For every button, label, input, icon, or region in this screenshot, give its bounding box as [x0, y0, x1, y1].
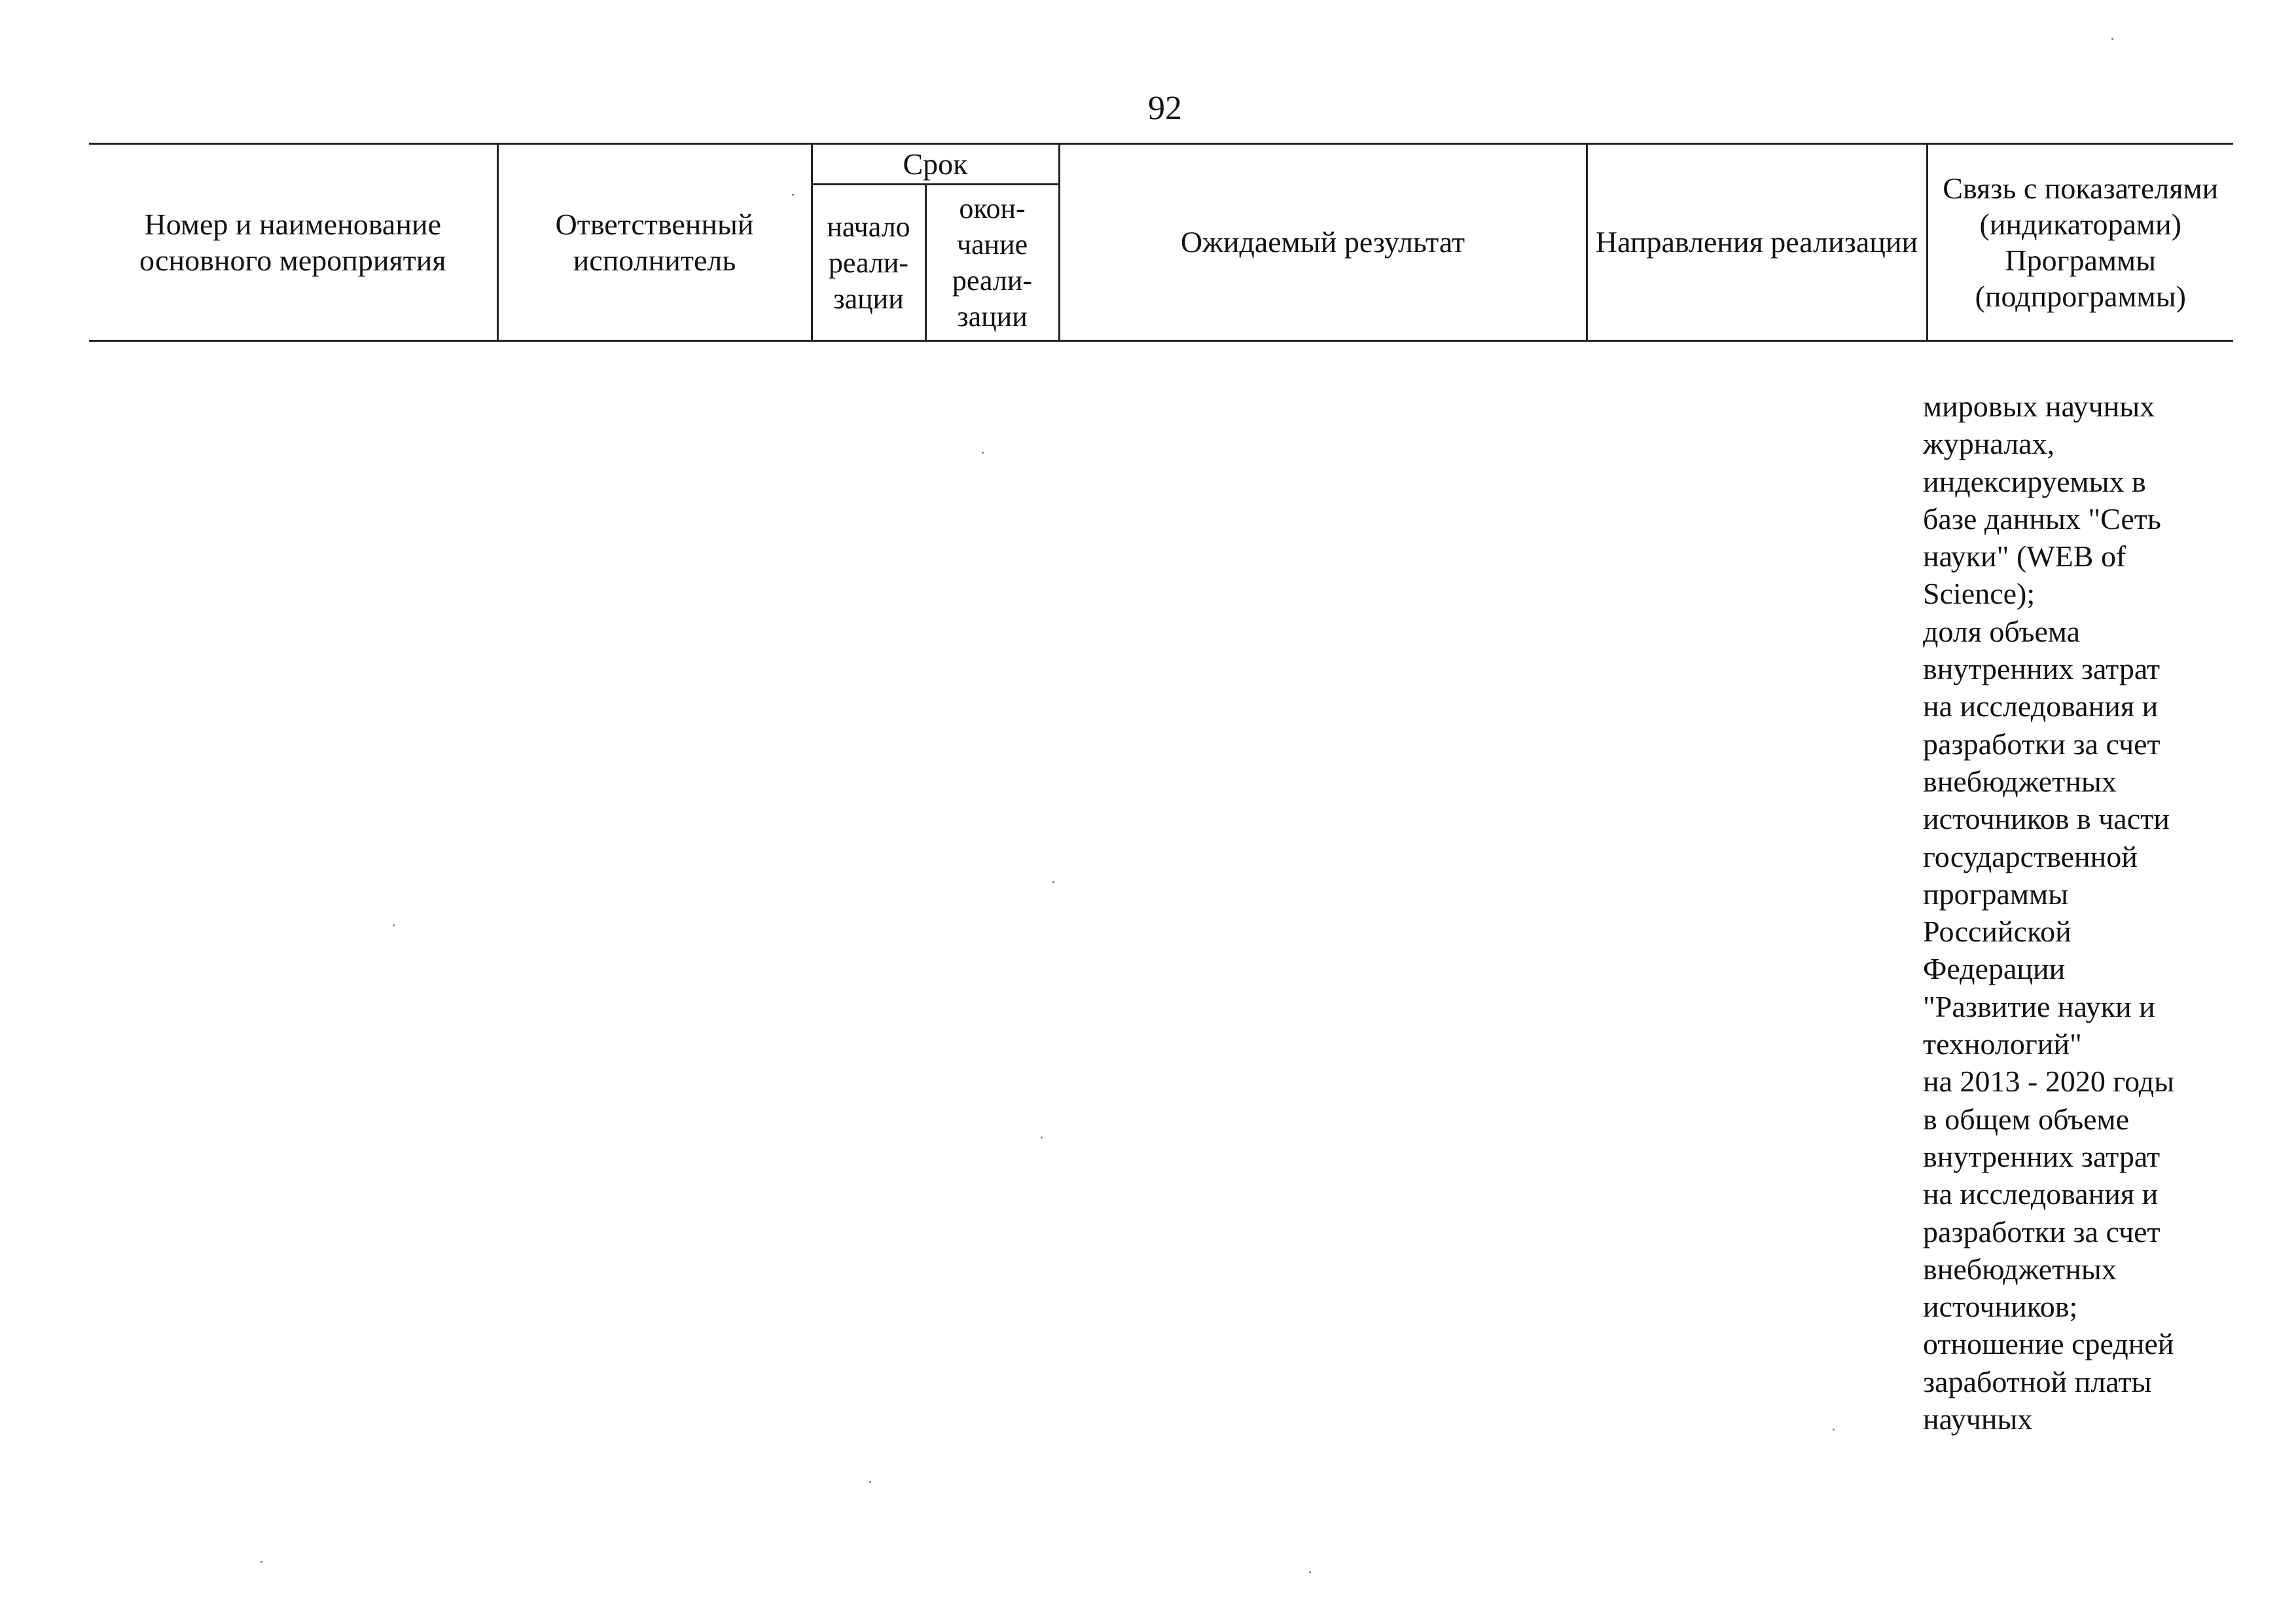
page-number: 92 [1148, 90, 1182, 127]
indicators-text-line: на исследования и [1923, 689, 2159, 723]
indicators-text-line: источников в части [1923, 802, 2170, 836]
indicators-text-line: базе данных "Сеть [1923, 501, 2161, 536]
indicators-text-line: программы [1923, 877, 2069, 911]
indicators-text-line: на исследования и [1923, 1177, 2159, 1211]
indicators-text-line: источников; [1923, 1290, 2078, 1324]
indicators-text-line: государственной [1923, 839, 2138, 873]
indicators-text-line: индексируемых в [1923, 464, 2146, 498]
indicators-text-line: внебюджетных [1923, 764, 2117, 798]
header-term: Срок [812, 144, 1059, 185]
indicators-text-line: науки" (WEB of [1923, 539, 2126, 574]
indicators-cell-text [1923, 388, 2231, 1438]
header-implementation-directions: Направления реализации [1587, 144, 1927, 341]
scan-speck [1309, 1571, 1311, 1573]
indicators-text-line: журналах, [1923, 427, 2055, 461]
indicators-text-line: Российской [1923, 915, 2072, 949]
header-indicators-link: Связь с показателями (индикаторами) Программы (подпрограммы) [1927, 144, 2233, 341]
scan-speck [260, 1561, 262, 1563]
header-expected-result: Ожидаемый результат [1059, 144, 1587, 341]
indicators-text-line: заработной платы [1923, 1364, 2152, 1398]
indicators-text-line: разработки за счет [1923, 1214, 2161, 1249]
indicators-text-line: отношение средней [1923, 1327, 2174, 1361]
indicators-text-line: "Развитие науки и [1923, 989, 2155, 1023]
indicators-text-line: внутренних затрат [1923, 1139, 2161, 1173]
indicators-text-line: Федерации [1923, 952, 2066, 986]
indicators-text-line: внутренних затрат [1923, 652, 2161, 686]
indicators-text-line: разработки за счет [1923, 727, 2161, 761]
header-measure-name: Номер и наименование основного мероприятия [89, 144, 497, 341]
header-term-end: окон-чание реали-зации [925, 185, 1059, 341]
scan-speck [393, 924, 395, 926]
scan-speck [869, 1481, 871, 1483]
header-term-start: начало реали-зации [812, 185, 925, 341]
indicators-text-line: на 2013 - 2020 годы [1923, 1065, 2175, 1099]
scan-speck [1833, 1429, 1835, 1431]
scan-speck [982, 452, 984, 454]
scan-speck [1041, 1137, 1043, 1139]
scan-speck [2111, 38, 2113, 40]
indicators-text-line: технологий" [1923, 1027, 2082, 1061]
indicators-text-line: научных [1923, 1402, 2033, 1436]
scan-speck [792, 194, 794, 196]
indicators-text-line: доля объема [1923, 614, 2081, 648]
indicators-text-line: внебюджетных [1923, 1252, 2117, 1286]
scan-speck [1052, 881, 1054, 883]
indicators-text-line: мировых научных [1923, 390, 2155, 423]
plan-table-header [89, 143, 2233, 342]
indicators-text-line: в общем объеме [1923, 1102, 2130, 1136]
header-responsible-executor: Ответственный исполнитель [497, 144, 812, 341]
indicators-text-line: Science); [1923, 577, 2036, 611]
